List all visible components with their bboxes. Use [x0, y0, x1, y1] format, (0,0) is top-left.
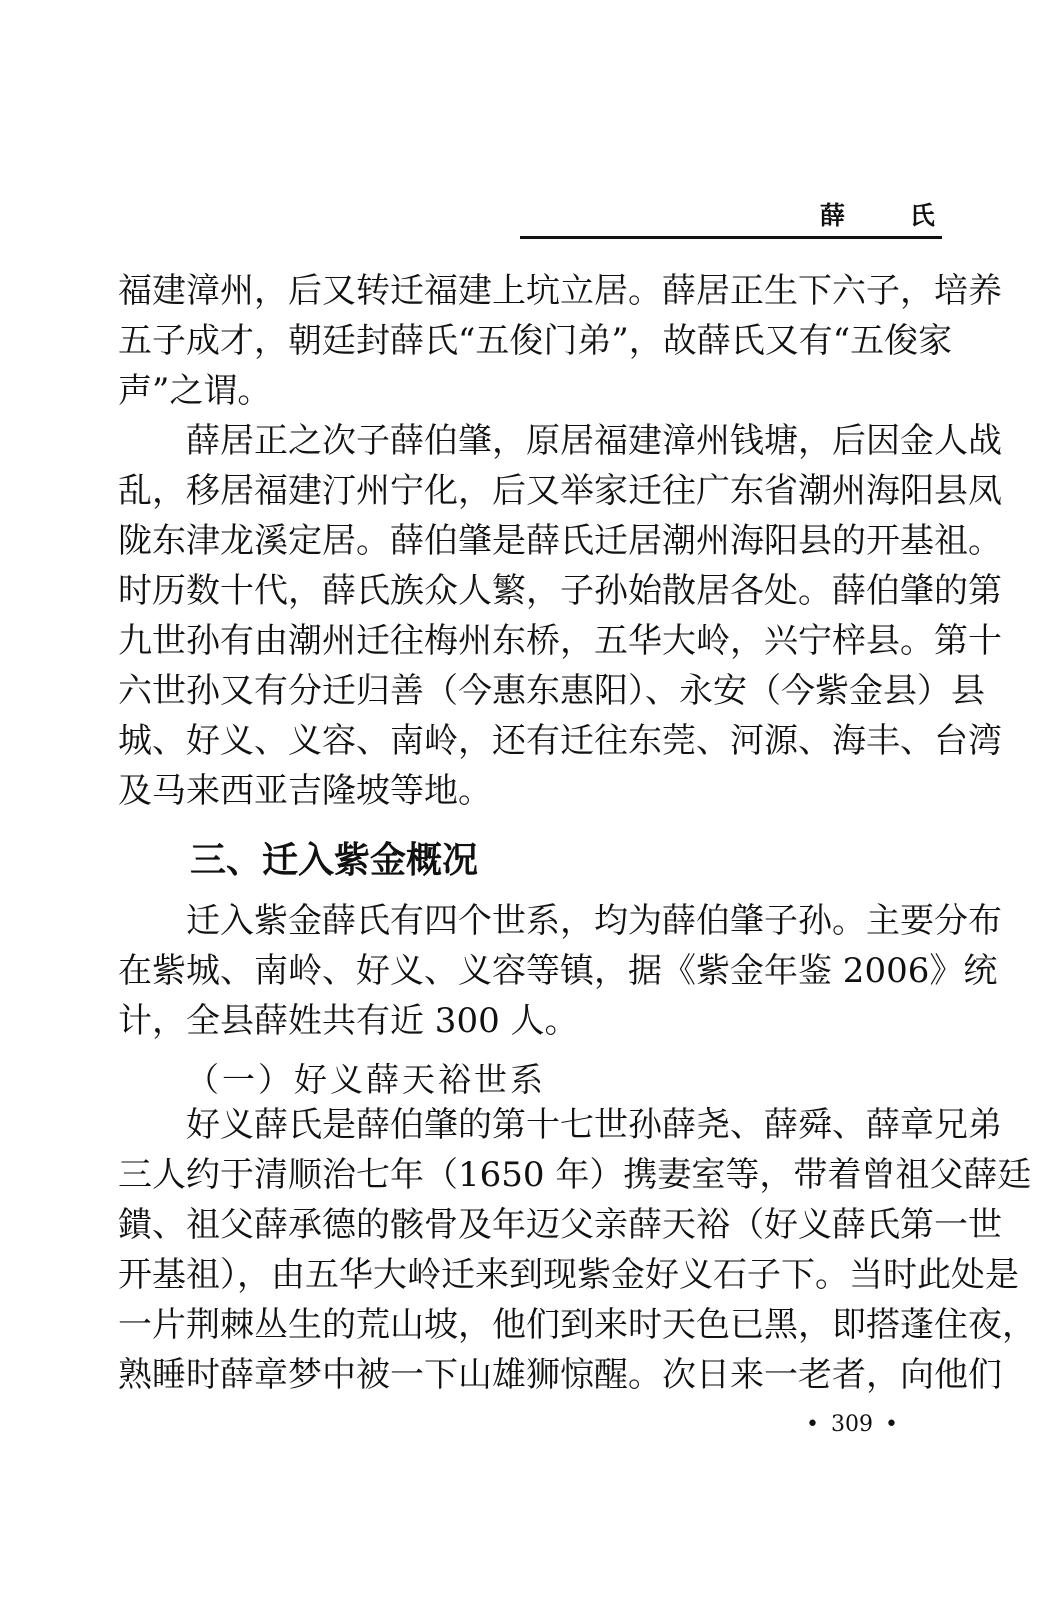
body-line: 及马来西亚吉隆坡等地。 — [118, 771, 492, 811]
body-line: 迁入紫金薛氏有四个世系，均为薛伯肇子孙。主要分布 — [186, 901, 1002, 941]
body-line: 计，全县薛姓共有近 300 人。 — [118, 1001, 579, 1041]
body-line: 三人约于清顺治七年（1650 年）携妻室等，带着曾祖父薛廷 — [118, 1155, 1032, 1195]
page-number-value: 309 — [830, 1412, 873, 1437]
section-heading: 三、迁入紫金概况 — [190, 840, 479, 881]
body-line: 福建漳州，后又转迁福建上坑立居。薛居正生下六子，培养 — [118, 271, 1002, 311]
subsection-heading: （一）好义薛天裕世系 — [186, 1060, 546, 1099]
body-line: 开基祖），由五华大岭迁来到现紫金好义石子下。当时此处是 — [118, 1255, 1019, 1295]
body-line: 城、好义、义容、南岭，还有迁往东莞、河源、海丰、台湾 — [118, 721, 1002, 761]
page-number-dot-right: • — [884, 1412, 898, 1437]
body-line: 熟睡时薛章梦中被一下山雄狮惊醒。次日来一老者，向他们 — [118, 1355, 1002, 1395]
body-line: 六世孙又有分迁归善（今惠东惠阳）、永安（今紫金县）县 — [118, 671, 985, 711]
body-line: 声”之谓。 — [118, 371, 272, 411]
running-head-title: 薛 氏 — [820, 201, 963, 230]
body-line: 好义薛氏是薛伯肇的第十七世孙薛尧、薛舜、薛章兄弟 — [186, 1105, 1002, 1145]
body-line: 五子成才，朝廷封薛氏“五俊门弟”，故薛氏又有“五俊家 — [118, 321, 953, 361]
body-line: 九世孙有由潮州迁往梅州东桥，五华大岭，兴宁梓县。第十 — [118, 621, 1002, 661]
body-line: 在紫城、南岭、好义、义容等镇，据《紫金年鉴 2006》统 — [118, 951, 998, 991]
page-number-dot-left: • — [806, 1412, 819, 1437]
body-line: 鐀、祖父薛承德的骸骨及年迈父亲薛天裕（好义薛氏第一世 — [118, 1205, 1002, 1245]
body-line: 一片荆棘丛生的荒山坡，他们到来时天色已黑，即搭蓬住夜， — [118, 1305, 1036, 1345]
body-line: 陇东津龙溪定居。薛伯肇是薛氏迁居潮州海阳县的开基祖。 — [118, 521, 1002, 561]
body-line: 乱，移居福建汀州宁化，后又举家迁往广东省潮州海阳县凤 — [118, 471, 1002, 511]
body-line: 薛居正之次子薛伯肇，原居福建漳州钱塘，后因金人战 — [186, 421, 1002, 461]
header-rule — [520, 236, 942, 239]
page-number — [794, 1412, 910, 1437]
body-line: 时历数十代，薛氏族众人繁，子孙始散居各处。薛伯肇的第 — [118, 571, 1002, 611]
